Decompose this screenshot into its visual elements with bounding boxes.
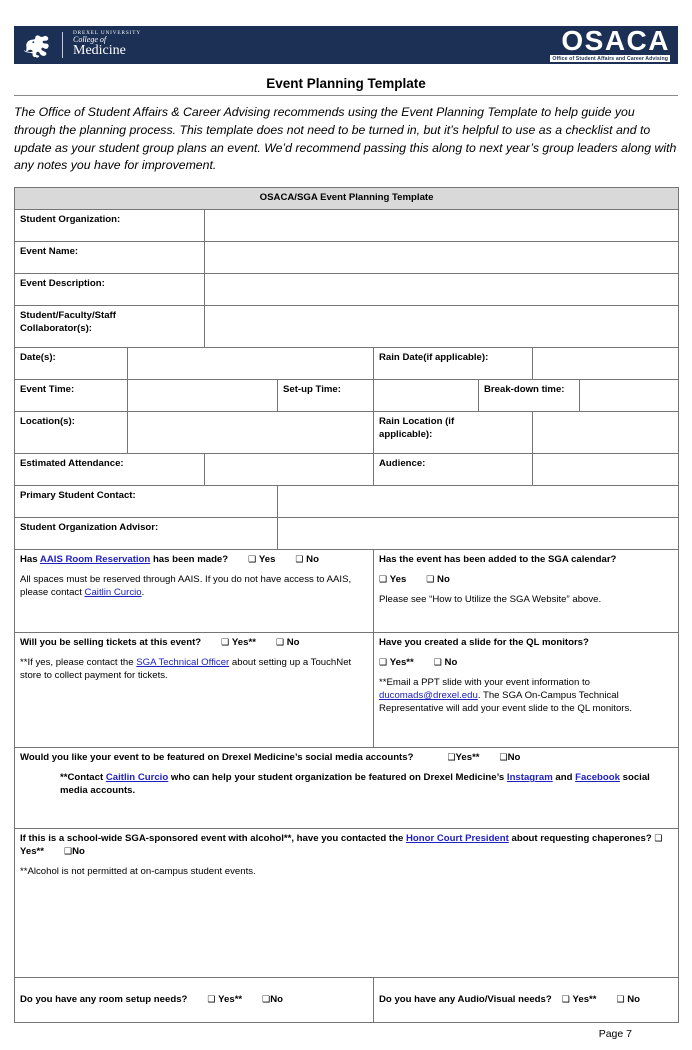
question-aais	[20, 554, 368, 567]
checkbox-social-media-no[interactable]: ❑	[499, 753, 508, 764]
cell-room-setup	[15, 978, 374, 1023]
note-social-media-and: and	[552, 772, 576, 784]
note-social-media	[60, 772, 673, 798]
checkbox-sga-calendar-no[interactable]: ❑	[426, 575, 435, 586]
checkbox-room-setup-yes[interactable]: ❑	[207, 994, 216, 1005]
label-ql-slide-yes: Yes**	[389, 657, 414, 669]
checkbox-ql-slide-no[interactable]: ❑	[433, 658, 442, 669]
label-aais-no: No	[306, 554, 319, 566]
field-event-time[interactable]	[128, 380, 278, 412]
cell-aais-room-reservation	[15, 550, 374, 633]
checkbox-ql-slide-yes[interactable]: ❑	[379, 658, 388, 669]
note-social-media-post: social media accounts.	[60, 772, 650, 797]
field-estimated-attendance[interactable]	[205, 454, 374, 486]
note-tickets	[20, 657, 368, 683]
question-aais-post: has been made?	[150, 554, 229, 566]
question-tickets	[20, 637, 368, 650]
question-audio-visual	[379, 994, 673, 1007]
field-dates[interactable]	[128, 348, 374, 380]
label-student-org-advisor: Student Organization Advisor:	[15, 518, 278, 550]
link-aais-room-reservation[interactable]: AAIS Room Reservation	[39, 554, 151, 566]
cell-sga-calendar	[374, 550, 679, 633]
question-sga-calendar: Has the event has been added to the SGA calendar?	[379, 554, 617, 566]
question-social-media-text: Would you like your event to be featured on Drexel Medicine’s social media accounts?	[20, 752, 414, 764]
note-aais	[20, 574, 368, 600]
label-collaborators	[15, 306, 205, 348]
checkbox-tickets-no[interactable]: ❑	[275, 638, 285, 649]
label-primary-student-contact: Primary Student Contact:	[15, 486, 278, 518]
table-header-row	[15, 188, 679, 210]
link-honor-court-president[interactable]: Honor Court President	[405, 833, 509, 845]
question-alcohol-pre: If this is a school-wide SGA-sponsored event with alcohol**, have you contacted the	[20, 833, 406, 845]
cell-ql-slide	[374, 633, 679, 748]
label-room-setup-no: No	[270, 993, 284, 1005]
question-aais-pre: Has	[20, 554, 40, 566]
note-tickets-post: about setting up a TouchNet store to collect payment for tickets.	[20, 657, 352, 682]
note-social-media-mid: who can help your student organization be featured on Drexel Medicine’s	[168, 772, 507, 784]
field-breakdown-time[interactable]	[580, 380, 679, 412]
note-sga-calendar: Please see “How to Utilize the SGA Website” above.	[379, 594, 602, 606]
note-aais-post: .	[141, 587, 145, 599]
link-sga-technical-officer[interactable]: SGA Technical Officer	[136, 657, 230, 669]
checkbox-sga-calendar-yes[interactable]: ❑	[379, 575, 388, 586]
page-title: Event Planning Template	[266, 76, 426, 91]
label-audio-visual-yes: Yes**	[572, 993, 597, 1005]
cell-alcohol	[15, 829, 679, 978]
table-row	[15, 454, 679, 486]
intro-paragraph: The Office of Student Affairs & Career Advising recommends using the Event Planning Template to help guide you through the planning process. This template does not need to be turned in, but it’s helpful to use as a checklist and to update as your student group plans an event. We’d recommend passing this along to next year’s group leaders along with any notes you have for improvement.	[14, 105, 677, 173]
cell-audio-visual	[374, 978, 679, 1023]
field-audience[interactable]	[533, 454, 679, 486]
table-row	[15, 486, 679, 518]
drexel-wordmark	[69, 31, 141, 59]
osaca-subtitle: Office of Student Affairs and Career Advising	[552, 55, 668, 62]
checkbox-alcohol-yes[interactable]: ❑	[654, 834, 663, 845]
checkbox-room-setup-no[interactable]: ❑	[262, 994, 271, 1005]
question-audio-visual-text: Do you have any Audio/Visual needs?	[379, 993, 552, 1005]
drexel-brand	[22, 30, 141, 60]
label-audio-visual-no: No	[627, 993, 641, 1005]
table-row	[15, 978, 679, 1023]
brand-divider	[62, 32, 63, 58]
field-primary-student-contact[interactable]	[278, 486, 679, 518]
document-page	[0, 26, 692, 1050]
field-event-description[interactable]	[205, 274, 679, 306]
table-row	[15, 306, 679, 348]
question-room-setup	[20, 994, 368, 1007]
checkbox-row-sga-calendar	[379, 574, 673, 587]
medicine-line: Medicine	[73, 43, 126, 59]
label-tickets-no: No	[286, 637, 300, 649]
checkbox-social-media-yes[interactable]: ❑	[447, 753, 456, 764]
page-header-banner	[14, 26, 678, 64]
field-event-name[interactable]	[205, 242, 679, 274]
field-collaborators[interactable]	[205, 306, 679, 348]
label-alcohol-no: No	[72, 846, 85, 858]
link-ducomads-email[interactable]: ducomads@drexel.edu	[379, 690, 478, 702]
label-room-setup-yes: Yes**	[218, 993, 243, 1005]
checkbox-alcohol-no[interactable]: ❑	[64, 847, 73, 858]
table-title-cell: OSACA/SGA Event Planning Template	[15, 188, 679, 210]
link-instagram[interactable]: Instagram	[506, 772, 553, 784]
table-row	[15, 380, 679, 412]
field-rain-location[interactable]	[533, 412, 679, 454]
label-event-time: Event Time:	[15, 380, 128, 412]
label-rain-location-line1: Rain Location (if	[379, 416, 455, 428]
label-setup-time: Set-up Time:	[278, 380, 374, 412]
field-setup-time[interactable]	[374, 380, 479, 412]
checkbox-audio-visual-yes[interactable]: ❑	[561, 994, 570, 1005]
label-rain-location-line2: applicable):	[379, 429, 433, 441]
link-caitlin-curcio-social[interactable]: Caitlin Curcio	[105, 772, 169, 784]
label-event-name: Event Name:	[15, 242, 205, 274]
field-student-org-advisor[interactable]	[278, 518, 679, 550]
field-locations[interactable]	[128, 412, 374, 454]
checkbox-aais-yes[interactable]: ❑	[248, 555, 257, 566]
university-line: DREXEL UNIVERSITY	[73, 29, 141, 36]
label-alcohol-yes: Yes**	[20, 846, 45, 858]
note-ql-slide-pre: **Email a PPT slide with your event information to	[379, 677, 590, 689]
label-breakdown-time: Break-down time:	[479, 380, 580, 412]
note-ql-slide	[379, 677, 673, 716]
question-social-media	[20, 752, 673, 765]
link-facebook[interactable]: Facebook	[575, 772, 620, 784]
label-student-organization: Student Organization:	[15, 210, 205, 242]
checkbox-audio-visual-no[interactable]: ❑	[616, 994, 625, 1005]
table-row	[15, 518, 679, 550]
osaca-wordmark: OSACA	[561, 24, 670, 56]
label-event-description: Event Description:	[15, 274, 205, 306]
table-row	[15, 829, 679, 978]
college-line: College of	[73, 35, 107, 45]
label-sga-calendar-no: No	[437, 574, 450, 586]
cell-tickets	[15, 633, 374, 748]
note-ql-slide-post: . The SGA On-Campus Technical Representative will add your event slide to the QL monitors.	[379, 690, 632, 714]
label-collaborators-line1: Student/Faculty/Staff	[20, 310, 116, 322]
question-alcohol-post: about requesting chaperones?	[508, 833, 652, 845]
table-row	[15, 348, 679, 380]
label-dates: Date(s):	[15, 348, 128, 380]
checkbox-row-ql-slide	[379, 657, 673, 670]
table-row	[15, 274, 679, 306]
label-tickets-yes: Yes**	[231, 637, 256, 649]
note-aais-pre: All spaces must be reserved through AAIS. If you do not have access to AAIS, please contact	[20, 574, 352, 599]
link-caitlin-curcio-aais[interactable]: Caitlin Curcio	[84, 587, 142, 599]
label-estimated-attendance: Estimated Attendance:	[15, 454, 205, 486]
table-row	[15, 550, 679, 633]
drexel-dragon-icon	[22, 30, 56, 60]
question-alcohol	[20, 833, 673, 859]
label-sga-calendar-yes: Yes	[389, 574, 407, 586]
field-rain-date[interactable]	[533, 348, 679, 380]
table-row	[15, 210, 679, 242]
label-aais-yes: Yes	[258, 554, 276, 566]
note-alcohol: **Alcohol is not permitted at on-campus student events.	[20, 866, 256, 878]
label-rain-date: Rain Date(if applicable):	[374, 348, 533, 380]
label-locations: Location(s):	[15, 412, 128, 454]
label-social-media-no: No	[507, 752, 521, 764]
title-divider	[14, 95, 678, 96]
table-row	[15, 412, 679, 454]
label-social-media-yes: Yes**	[455, 752, 480, 764]
page-footer: Page 7	[598, 1028, 632, 1041]
table-row	[15, 748, 679, 829]
checkbox-tickets-yes[interactable]: ❑	[221, 638, 230, 649]
question-room-setup-text: Do you have any room setup needs?	[20, 993, 188, 1005]
label-ql-slide-no: No	[444, 657, 458, 669]
table-row	[15, 633, 679, 748]
note-social-media-pre: **Contact	[60, 772, 106, 784]
field-student-organization[interactable]	[205, 210, 679, 242]
osaca-logo	[550, 24, 672, 63]
event-planning-table	[14, 187, 679, 1023]
label-rain-location	[374, 412, 533, 454]
table-row	[15, 242, 679, 274]
checkbox-aais-no[interactable]: ❑	[295, 555, 304, 566]
note-tickets-pre: **If yes, please contact the	[20, 657, 137, 669]
question-tickets-text: Will you be selling tickets at this event?	[20, 637, 202, 649]
label-audience: Audience:	[374, 454, 533, 486]
label-collaborators-line2: Collaborator(s):	[20, 323, 92, 335]
cell-social-media	[15, 748, 679, 829]
question-ql-slide: Have you created a slide for the QL monitors?	[379, 637, 589, 649]
